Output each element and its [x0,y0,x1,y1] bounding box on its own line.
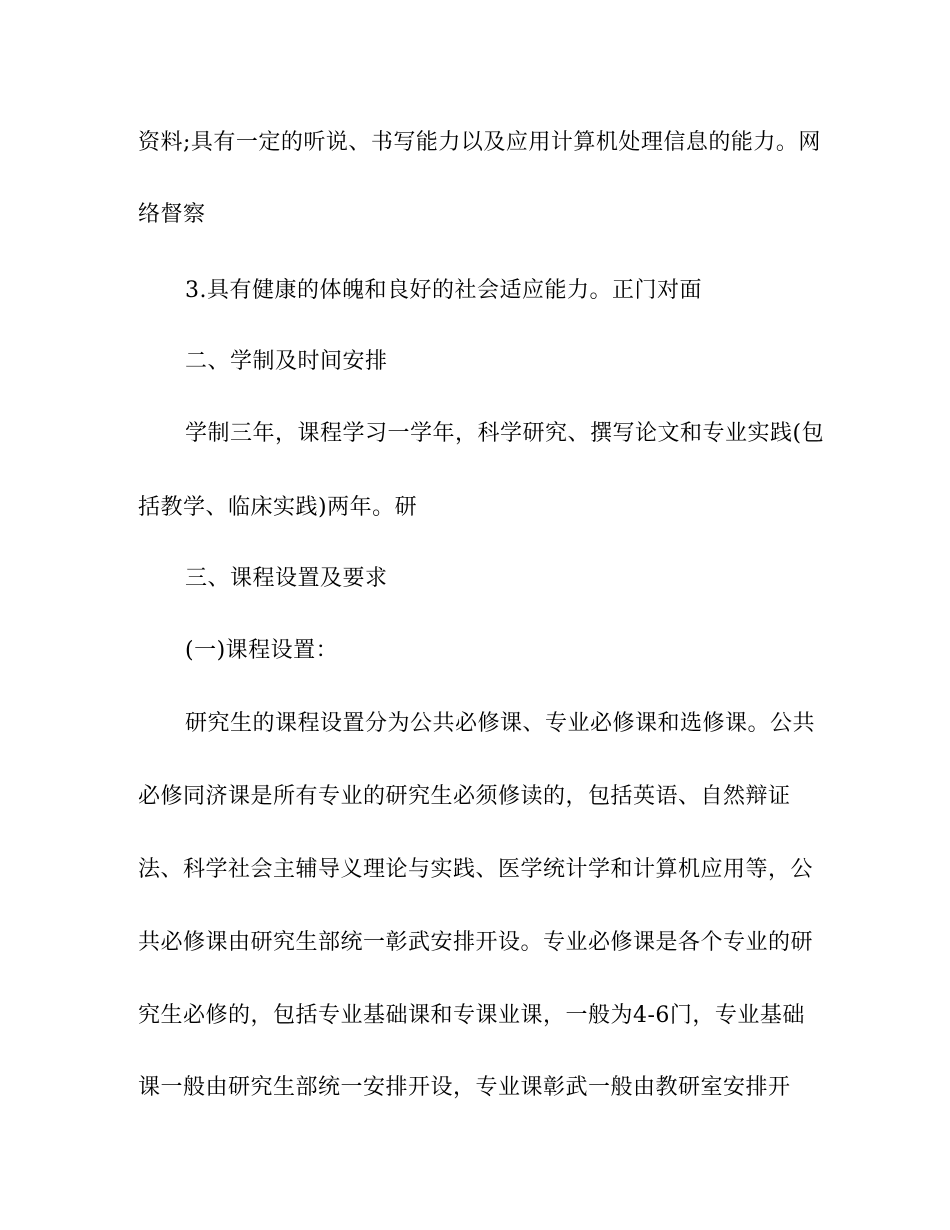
section-heading-3: 三、课程设置及要求 [185,566,388,591]
text-line-3: 3.具有健康的体魄和良好的社会适应能力。正门对面 [185,278,702,303]
text-line-11: 法、科学社会主辅导义理论与实践、医学统计学和计算机应用等，公 [138,857,814,882]
text-line-6: 括教学、临床实践)两年。研 [138,495,418,520]
text-line-1: 资料;具有一定的听说、书写能力以及应用计算机处理信息的能力。网 [138,130,821,155]
text-line-2: 络督察 [138,202,206,227]
text-line-12: 共必修课由研究生部统一彰武安排开设。专业必修课是各个专业的研 [138,930,814,955]
text-line-5: 学制三年，课程学习一学年，科学研究、撰写论文和专业实践(包 [185,421,825,446]
text-line-13: 究生必修的，包括专业基础课和专课业课，一般为4-6门，专业基础 [138,1003,805,1028]
text-line-14: 课一般由研究生部统一安排开设，专业课彰武一般由教研室安排开 [138,1075,791,1100]
text-line-10: 必修同济课是所有专业的研究生必须修读的，包括英语、自然辩证 [138,784,791,809]
subsection-heading-1: (一)课程设置： [185,638,339,663]
text-line-9: 研究生的课程设置分为公共必修课、专业必修课和选修课。公共 [185,711,816,736]
section-heading-2: 二、学制及时间安排 [185,349,388,374]
